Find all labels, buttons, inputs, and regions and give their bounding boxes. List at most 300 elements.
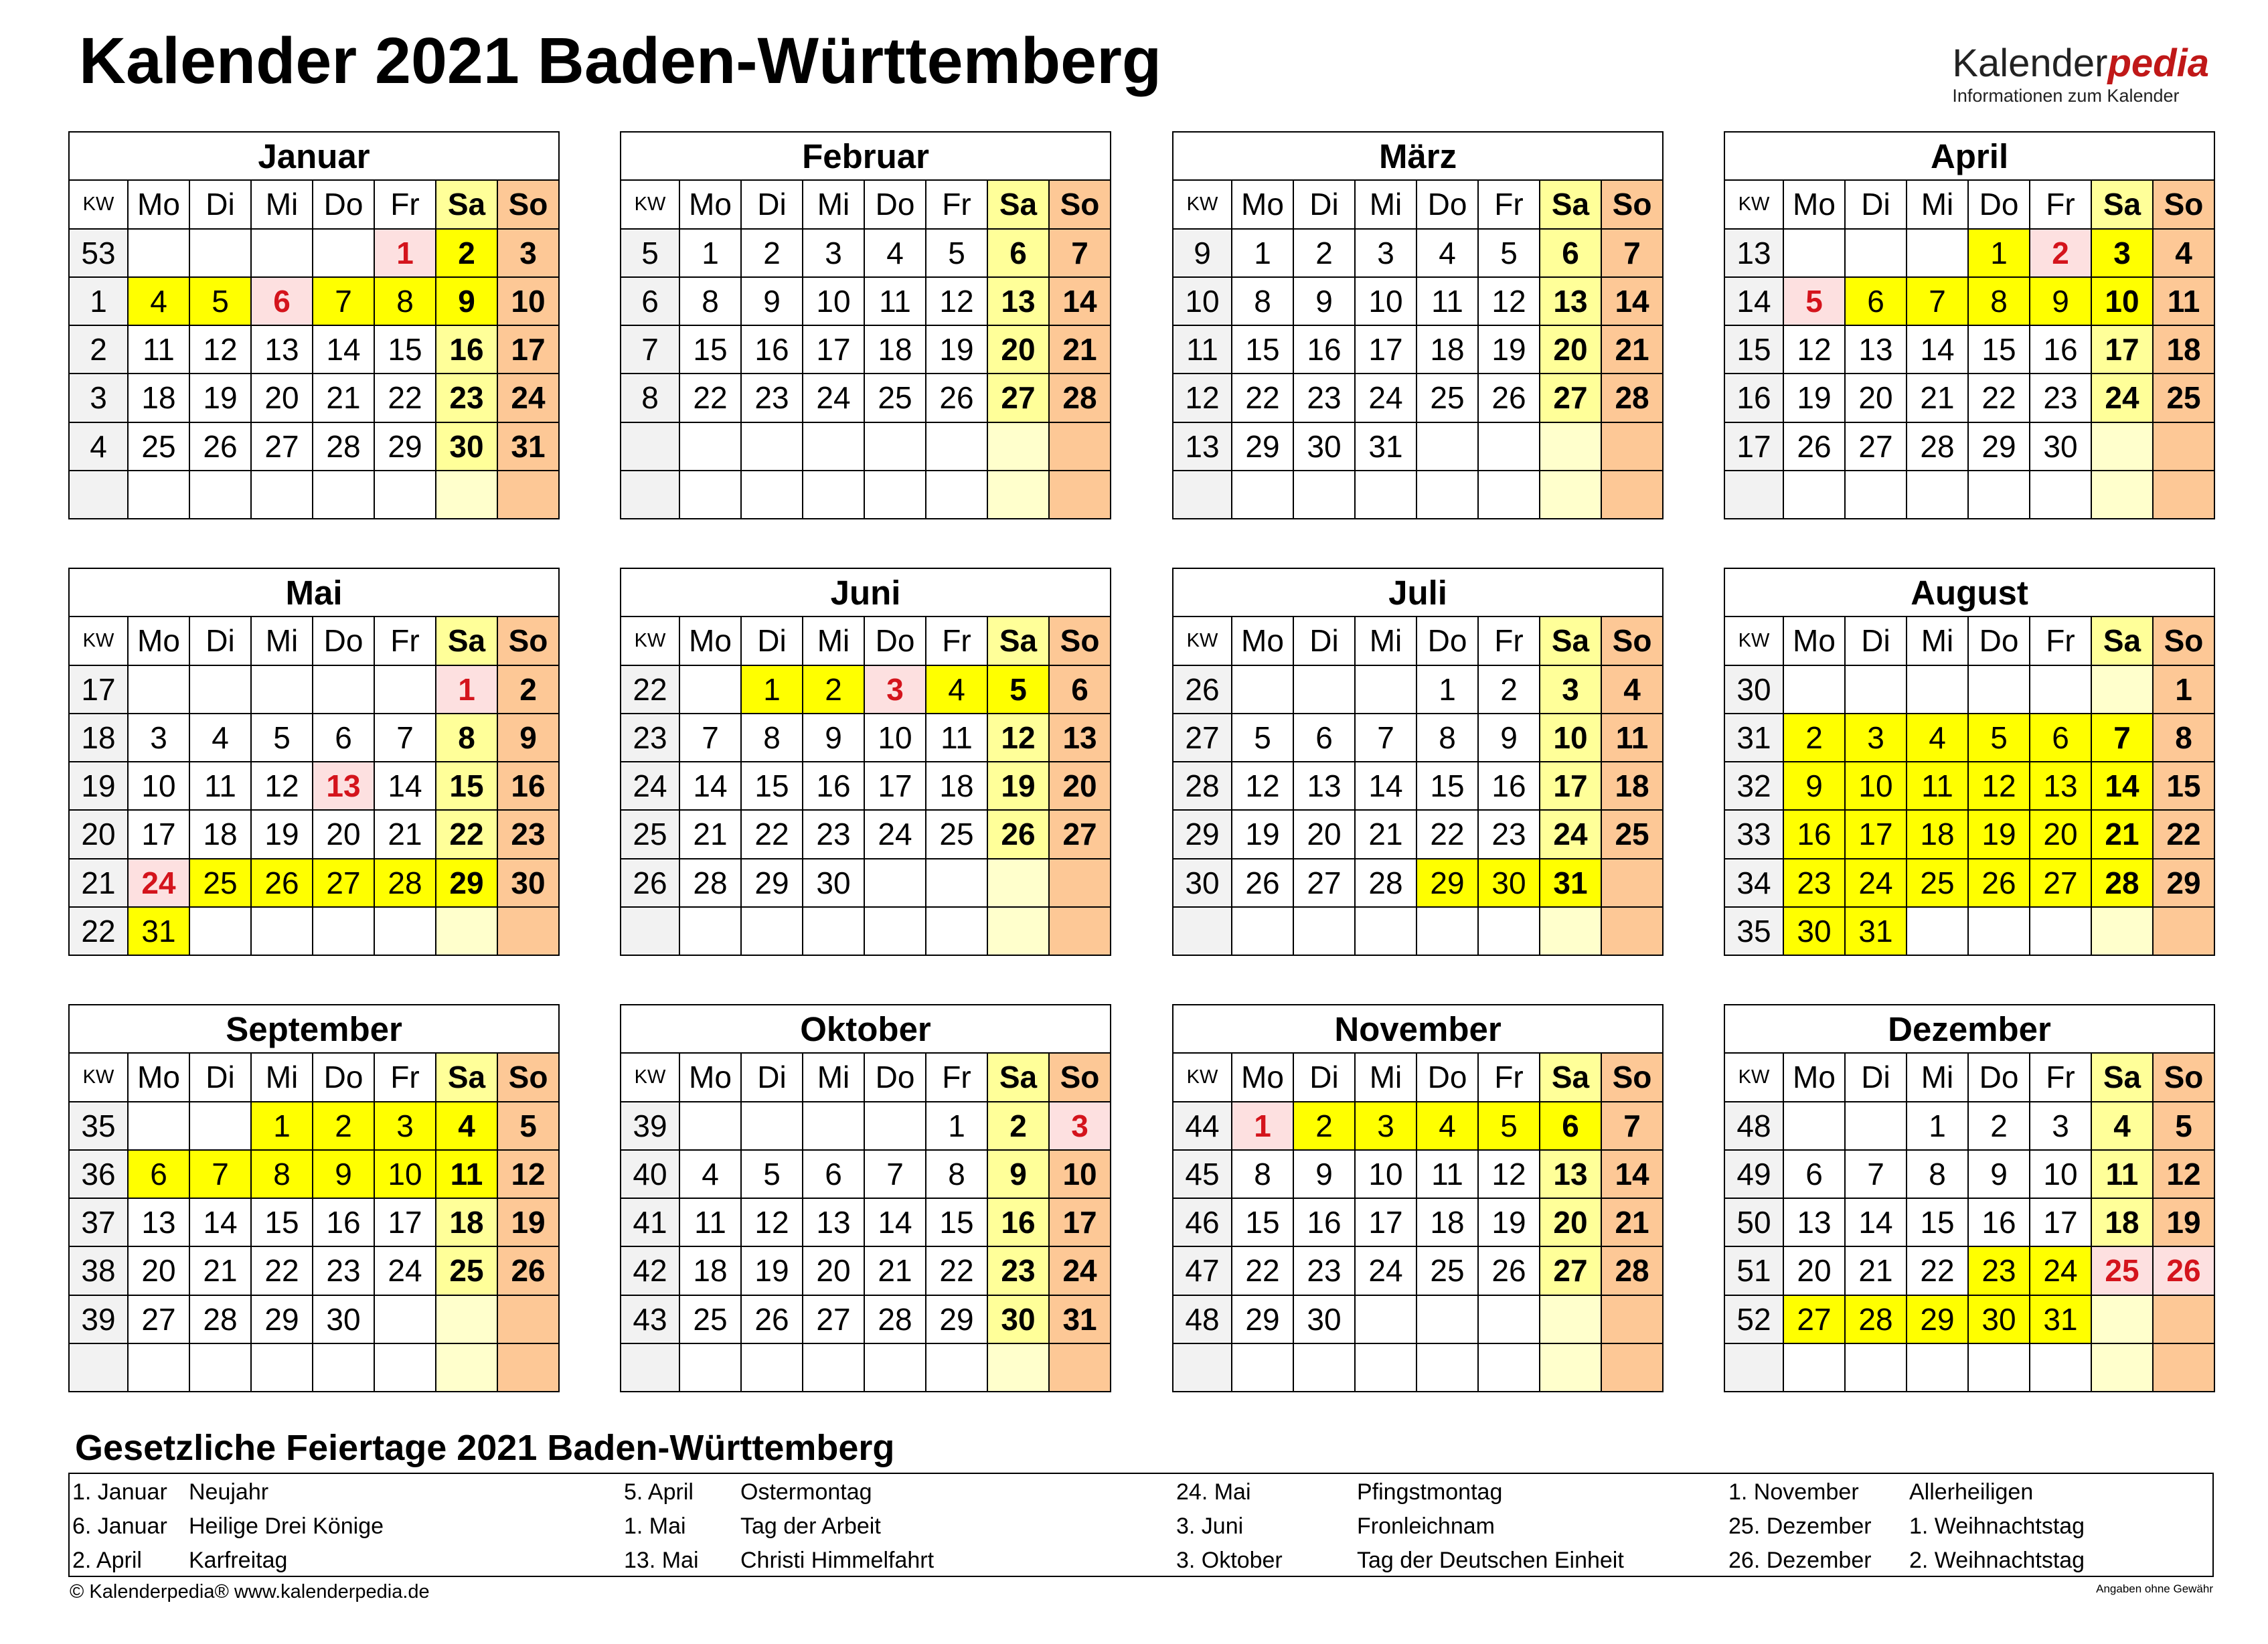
week-row (1724, 907, 2214, 955)
day-cell: 1 (436, 665, 497, 714)
day-cell: 19 (2153, 1198, 2214, 1246)
weekday-header: Di (741, 180, 803, 228)
week-number: 11 (1173, 325, 1232, 374)
day-cell: 15 (741, 762, 803, 810)
day-cell: 21 (1601, 325, 1663, 374)
day-cell (2091, 907, 2153, 955)
week-row (69, 859, 559, 907)
day-cell: 29 (1232, 422, 1293, 471)
weekday-header: So (1049, 616, 1111, 665)
day-cell: 27 (251, 422, 313, 471)
weekday-header: Fr (374, 616, 436, 665)
holiday-name: 1. Weihnachtstag (1909, 1513, 2085, 1539)
day-cell: 10 (1355, 277, 1416, 325)
day-cell: 18 (436, 1198, 497, 1246)
holiday-date: 5. April (624, 1479, 694, 1505)
day-cell (1416, 1295, 1478, 1343)
weekday-header: Mi (251, 1053, 313, 1101)
day-cell: 2 (741, 229, 803, 277)
day-cell: 9 (1293, 1150, 1355, 1198)
day-cell: 15 (1416, 762, 1478, 810)
day-cell: 13 (313, 762, 374, 810)
day-cell: 2 (2030, 229, 2091, 277)
day-cell: 4 (1416, 229, 1478, 277)
day-cell: 21 (679, 810, 741, 858)
day-cell: 16 (741, 325, 803, 374)
weekday-header: Sa (436, 616, 497, 665)
kw-header: KW (621, 1053, 679, 1101)
month-name: Juni (621, 568, 1111, 616)
month-name: September (69, 1005, 559, 1053)
week-row (1173, 277, 1663, 325)
day-cell: 22 (1232, 1246, 1293, 1295)
day-cell (1049, 1343, 1111, 1392)
month-name: April (1724, 132, 2214, 180)
day-cell: 25 (864, 374, 926, 422)
copyright: © Kalenderpedia® www.kalenderpedia.de (70, 1581, 430, 1602)
day-cell (189, 229, 251, 277)
month-table (1172, 131, 1664, 519)
weekday-header: Fr (926, 616, 987, 665)
week-row (1173, 665, 1663, 714)
day-cell: 16 (313, 1198, 374, 1246)
week-row (1173, 762, 1663, 810)
day-cell: 21 (189, 1246, 251, 1295)
day-cell: 3 (803, 229, 864, 277)
day-cell: 13 (803, 1198, 864, 1246)
month-calendar (68, 1004, 558, 1392)
day-cell: 24 (128, 859, 189, 907)
day-cell (2091, 1295, 2153, 1343)
weekday-header: Mi (803, 1053, 864, 1101)
day-cell: 23 (497, 810, 559, 858)
holidays-column (1173, 1475, 1709, 1578)
day-cell (1478, 1343, 1540, 1392)
day-cell: 16 (436, 325, 497, 374)
weekday-header: Do (1416, 616, 1478, 665)
day-cell (741, 471, 803, 519)
day-cell: 4 (1601, 665, 1663, 714)
day-cell: 10 (864, 714, 926, 762)
day-cell (2153, 907, 2214, 955)
day-cell: 5 (926, 229, 987, 277)
day-cell (1049, 471, 1111, 519)
day-cell: 9 (987, 1150, 1049, 1198)
day-cell (1907, 471, 1968, 519)
day-cell (128, 1343, 189, 1392)
weekday-header: Fr (926, 180, 987, 228)
day-cell (2153, 471, 2214, 519)
day-cell: 9 (2030, 277, 2091, 325)
day-cell: 5 (1968, 714, 2030, 762)
week-row (1724, 229, 2214, 277)
month-calendar (1172, 1004, 1662, 1392)
day-cell: 28 (2091, 859, 2153, 907)
day-cell (1968, 471, 2030, 519)
brand-logo (1952, 44, 2209, 106)
week-number: 23 (621, 714, 679, 762)
day-cell: 21 (374, 810, 436, 858)
week-number (621, 1343, 679, 1392)
day-cell: 11 (1907, 762, 1968, 810)
day-cell (1478, 907, 1540, 955)
day-cell: 12 (1478, 1150, 1540, 1198)
day-cell (1845, 1343, 1907, 1392)
day-cell (1845, 229, 1907, 277)
day-cell: 13 (1540, 1150, 1601, 1198)
month-name: Februar (621, 132, 1111, 180)
day-cell: 18 (1416, 1198, 1478, 1246)
day-cell: 29 (741, 859, 803, 907)
week-number: 2 (69, 325, 128, 374)
day-cell: 12 (926, 277, 987, 325)
day-cell: 23 (1783, 859, 1845, 907)
day-cell: 14 (864, 1198, 926, 1246)
day-cell: 16 (1968, 1198, 2030, 1246)
day-cell: 2 (987, 1102, 1049, 1150)
day-cell (803, 422, 864, 471)
holiday-date: 24. Mai (1176, 1479, 1251, 1505)
day-cell (926, 907, 987, 955)
day-cell: 7 (679, 714, 741, 762)
day-cell (1232, 907, 1293, 955)
day-cell: 31 (1355, 422, 1416, 471)
week-row (621, 810, 1111, 858)
day-cell: 29 (1968, 422, 2030, 471)
day-cell (1601, 1343, 1663, 1392)
day-cell: 10 (2030, 1150, 2091, 1198)
weekday-header: Sa (436, 180, 497, 228)
day-cell: 31 (1049, 1295, 1111, 1343)
week-row (621, 907, 1111, 955)
week-number: 31 (1724, 714, 1783, 762)
day-cell: 9 (313, 1150, 374, 1198)
weekday-header: Fr (2030, 1053, 2091, 1101)
week-number: 32 (1724, 762, 1783, 810)
day-cell: 14 (1907, 325, 1968, 374)
day-cell: 2 (313, 1102, 374, 1150)
day-cell: 9 (1968, 1150, 2030, 1198)
day-cell: 3 (864, 665, 926, 714)
day-cell: 21 (864, 1246, 926, 1295)
day-cell: 11 (2153, 277, 2214, 325)
day-cell: 16 (497, 762, 559, 810)
holiday-name: Pfingstmontag (1357, 1479, 1503, 1505)
day-cell: 26 (741, 1295, 803, 1343)
day-cell: 6 (1845, 277, 1907, 325)
day-cell: 6 (2030, 714, 2091, 762)
day-cell (374, 1343, 436, 1392)
day-cell: 5 (1478, 229, 1540, 277)
day-cell (374, 1295, 436, 1343)
day-cell: 29 (926, 1295, 987, 1343)
day-cell: 13 (987, 277, 1049, 325)
day-cell: 7 (1601, 1102, 1663, 1150)
day-cell (497, 907, 559, 955)
day-cell (864, 422, 926, 471)
day-cell: 13 (1845, 325, 1907, 374)
day-cell: 23 (987, 1246, 1049, 1295)
day-cell: 27 (803, 1295, 864, 1343)
holiday-row (621, 1544, 1157, 1578)
day-cell: 13 (1293, 762, 1355, 810)
week-row (1724, 1246, 2214, 1295)
month-calendar (1172, 568, 1662, 956)
day-cell: 29 (1232, 1295, 1293, 1343)
day-cell: 23 (1293, 1246, 1355, 1295)
week-row (621, 325, 1111, 374)
day-cell (1355, 907, 1416, 955)
day-cell (926, 471, 987, 519)
weekday-header: Mi (1907, 616, 1968, 665)
weekday-header: So (1049, 1053, 1111, 1101)
month-table (1724, 568, 2215, 956)
day-cell: 3 (1049, 1102, 1111, 1150)
day-cell: 12 (497, 1150, 559, 1198)
day-cell (1049, 859, 1111, 907)
day-cell (926, 422, 987, 471)
week-number: 16 (1724, 374, 1783, 422)
day-cell: 15 (1907, 1198, 1968, 1246)
week-row (1173, 1198, 1663, 1246)
day-cell: 3 (497, 229, 559, 277)
day-cell: 8 (436, 714, 497, 762)
holiday-row (1173, 1475, 1709, 1509)
weekday-header: Sa (2091, 180, 2153, 228)
week-row (621, 1246, 1111, 1295)
day-cell: 28 (1907, 422, 1968, 471)
day-cell (803, 1343, 864, 1392)
day-cell: 4 (1907, 714, 1968, 762)
day-cell: 19 (926, 325, 987, 374)
day-cell (1968, 1343, 2030, 1392)
day-cell: 7 (1907, 277, 1968, 325)
day-cell: 6 (251, 277, 313, 325)
day-cell: 22 (741, 810, 803, 858)
holidays-title: Gesetzliche Feiertage 2021 Baden-Württemberg (75, 1428, 895, 1468)
weekday-header: Mi (1355, 1053, 1416, 1101)
day-cell: 21 (2091, 810, 2153, 858)
day-cell: 6 (313, 714, 374, 762)
weekday-header: So (497, 1053, 559, 1101)
week-row (1173, 374, 1663, 422)
month-name: Oktober (621, 1005, 1111, 1053)
day-cell (1293, 471, 1355, 519)
day-cell: 26 (1232, 859, 1293, 907)
weekday-header: Fr (374, 180, 436, 228)
weekday-header: Mo (1232, 1053, 1293, 1101)
weekday-header: Mo (1783, 180, 1845, 228)
weekday-header: Mo (128, 1053, 189, 1101)
month-name: Dezember (1724, 1005, 2214, 1053)
day-cell: 11 (864, 277, 926, 325)
weekday-header: Do (864, 1053, 926, 1101)
week-number (621, 471, 679, 519)
day-cell: 27 (987, 374, 1049, 422)
day-cell: 11 (2091, 1150, 2153, 1198)
week-row (1724, 1198, 2214, 1246)
day-cell (128, 471, 189, 519)
week-number (1173, 1343, 1232, 1392)
week-row (621, 714, 1111, 762)
day-cell: 23 (436, 374, 497, 422)
day-cell: 25 (2153, 374, 2214, 422)
month-name: Januar (69, 132, 559, 180)
week-number: 10 (1173, 277, 1232, 325)
day-cell (189, 907, 251, 955)
week-row (69, 1343, 559, 1392)
week-number: 40 (621, 1150, 679, 1198)
day-cell (2153, 422, 2214, 471)
day-cell: 13 (1540, 277, 1601, 325)
month-calendar (68, 131, 558, 519)
day-cell: 20 (1540, 325, 1601, 374)
day-cell: 30 (803, 859, 864, 907)
day-cell (1783, 229, 1845, 277)
day-cell: 27 (128, 1295, 189, 1343)
day-cell: 19 (1232, 810, 1293, 858)
month-name: Mai (69, 568, 559, 616)
day-cell: 14 (313, 325, 374, 374)
day-cell (497, 1295, 559, 1343)
weekday-header: Fr (1478, 1053, 1540, 1101)
day-cell: 23 (1478, 810, 1540, 858)
day-cell: 10 (497, 277, 559, 325)
weekday-header: Do (864, 616, 926, 665)
week-row (621, 1198, 1111, 1246)
day-cell: 2 (1968, 1102, 2030, 1150)
day-cell: 14 (1601, 1150, 1663, 1198)
week-number: 26 (1173, 665, 1232, 714)
week-row (1173, 325, 1663, 374)
weekday-header: Do (1968, 180, 2030, 228)
day-cell: 5 (741, 1150, 803, 1198)
week-row (621, 471, 1111, 519)
week-row (1173, 1343, 1663, 1392)
day-cell (251, 907, 313, 955)
week-number: 17 (69, 665, 128, 714)
day-cell: 4 (1416, 1102, 1478, 1150)
day-cell: 14 (374, 762, 436, 810)
day-cell: 30 (1293, 422, 1355, 471)
day-cell: 25 (436, 1246, 497, 1295)
day-cell: 1 (1416, 665, 1478, 714)
day-cell (1968, 665, 2030, 714)
week-row (1724, 665, 2214, 714)
day-cell: 18 (189, 810, 251, 858)
week-number: 43 (621, 1295, 679, 1343)
day-cell (1783, 1102, 1845, 1150)
day-cell: 15 (679, 325, 741, 374)
day-cell: 3 (1540, 665, 1601, 714)
day-cell: 7 (1355, 714, 1416, 762)
day-cell (2153, 1343, 2214, 1392)
weekday-header: Fr (1478, 180, 1540, 228)
day-cell: 17 (497, 325, 559, 374)
week-number: 8 (621, 374, 679, 422)
day-cell: 17 (374, 1198, 436, 1246)
day-cell: 23 (313, 1246, 374, 1295)
day-cell: 5 (987, 665, 1049, 714)
day-cell: 1 (1907, 1102, 1968, 1150)
day-cell (864, 859, 926, 907)
week-row (621, 762, 1111, 810)
weekday-header: Mi (803, 616, 864, 665)
day-cell: 10 (374, 1150, 436, 1198)
week-row (621, 374, 1111, 422)
month-name: November (1173, 1005, 1663, 1053)
day-cell: 23 (803, 810, 864, 858)
day-cell: 24 (1355, 374, 1416, 422)
day-cell: 8 (1416, 714, 1478, 762)
week-row (621, 229, 1111, 277)
day-cell: 4 (864, 229, 926, 277)
day-cell: 16 (1293, 1198, 1355, 1246)
day-cell (1416, 1343, 1478, 1392)
week-row (69, 277, 559, 325)
day-cell (864, 1343, 926, 1392)
day-cell: 15 (926, 1198, 987, 1246)
week-row (1724, 1102, 2214, 1150)
weekday-header: Sa (987, 616, 1049, 665)
day-cell: 20 (803, 1246, 864, 1295)
kw-header: KW (1724, 1053, 1783, 1101)
day-cell: 5 (189, 277, 251, 325)
day-cell: 4 (436, 1102, 497, 1150)
day-cell: 26 (1968, 859, 2030, 907)
week-row (69, 810, 559, 858)
day-cell (803, 1102, 864, 1150)
day-cell (2030, 471, 2091, 519)
day-cell: 2 (497, 665, 559, 714)
day-cell: 19 (987, 762, 1049, 810)
day-cell: 18 (926, 762, 987, 810)
day-cell: 11 (128, 325, 189, 374)
day-cell (128, 1102, 189, 1150)
holiday-row (621, 1509, 1157, 1544)
day-cell: 1 (741, 665, 803, 714)
day-cell: 24 (864, 810, 926, 858)
day-cell: 7 (374, 714, 436, 762)
day-cell: 2 (436, 229, 497, 277)
day-cell: 17 (803, 325, 864, 374)
day-cell (1907, 229, 1968, 277)
day-cell: 30 (2030, 422, 2091, 471)
weekday-header: Do (864, 180, 926, 228)
week-number: 14 (1724, 277, 1783, 325)
day-cell: 25 (926, 810, 987, 858)
day-cell: 1 (679, 229, 741, 277)
day-cell: 30 (313, 1295, 374, 1343)
holiday-row (70, 1475, 605, 1509)
week-row (1173, 859, 1663, 907)
holiday-name: Fronleichnam (1357, 1513, 1495, 1539)
weekday-header: So (1601, 180, 1663, 228)
week-number (621, 907, 679, 955)
day-cell: 22 (436, 810, 497, 858)
day-cell: 11 (1416, 1150, 1478, 1198)
week-row (621, 859, 1111, 907)
day-cell: 9 (497, 714, 559, 762)
day-cell: 13 (251, 325, 313, 374)
brand-subtitle: Informationen zum Kalender (1952, 86, 2180, 106)
day-cell (374, 907, 436, 955)
month-calendar (620, 568, 1110, 956)
holiday-name: Christi Himmelfahrt (740, 1548, 935, 1573)
kw-header: KW (1724, 180, 1783, 228)
week-number: 19 (69, 762, 128, 810)
holidays-column (621, 1475, 1157, 1578)
